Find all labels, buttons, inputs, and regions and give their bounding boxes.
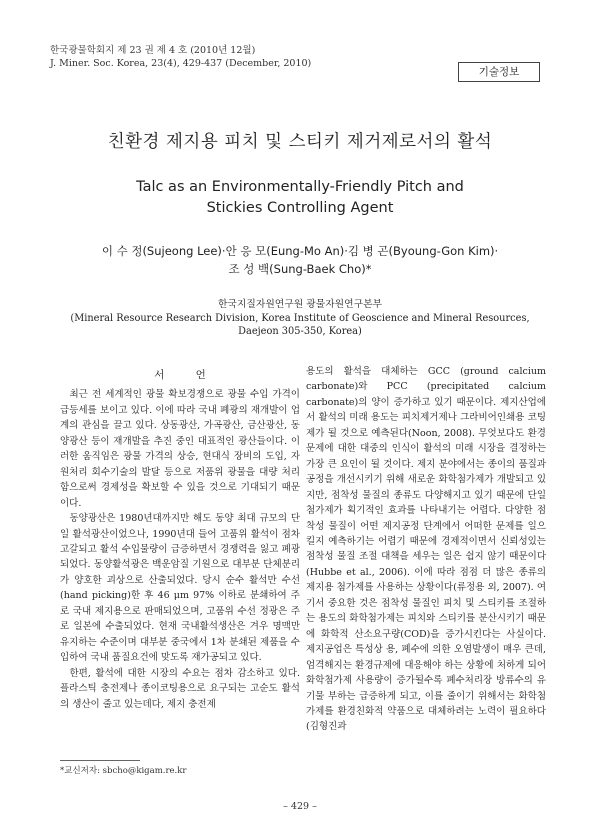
affiliation-korean: 한국지질자원연구원 광물자원연구본부 [218, 299, 382, 310]
body-paragraph: 한편, 활석에 대한 시장의 수요는 점차 감소하고 있다. 플라스틱 충전제나 종이코팅용으로 요구되는 고순도 활석의 생산이 줄고 있는데다, 제지 충전제 [60, 667, 300, 710]
section-heading-introduction: 서 언 [154, 369, 220, 381]
body-paragraph: 용도의 활석을 대체하는 GCC (ground calcium carbonate)와 PCC (precipitated calcium carbonate)의 양이 증가하고 있기 때문이다. 제지산업에서 활석의 미래 용도는 피치제거제나 그라비어인쇄용 코팅제가 될 것으로 예측된다(Noon, 2008). 무엇보다도 환경문제에 대한 대중의 인식이 활석의 미래 시장을 결정하는 가장 큰 요인이 될 것이다. 제지 분야에서는 종이의 품질과 공정을 개선시키기 위해 새로운 화학첨가제가 개발되고 있지만, 점착성 물질의 종류도 다양해지고 있기 때문에 단일 첨가제가 획기적인 효과를 나타내기는 어렵다. 다양한 점착성 물질이 어떤 제지공정 단계에서 어떠한 문제를 일으킬지 예측하기는 어렵기 때문에 경제적이면서 신뢰성있는 점착성 물질 조절 대책을 세우는 일은 쉽지 않기 때문이다(Hubbe et al., 2006). 이에 따라 점점 더 많은 종류의 제지용 첨가제를 사용하는 상황이다(류정용 외, 2007). 여기서 중요한 것은 점착성 물질인 피치 및 스티키를 조절하는 용도의 화학첨가제는 피치와 스티키를 분산시키기 때문에 화학적 산소요구량(COD)을 증가시킨다는 사실이다. 제지공업은 특성상 용, 폐수에 의한 오염발생이 매우 큰데, 엄격해지는 환경규제에 대응해야 하는 상황에 처하게 되어 화학첨가제 사용량이 증가될수록 폐수처리장 방류수의 유기물 부하는 급증하게 되고, 이를 줄이기 위해서는 화학첨가제를 환경친화적 약품으로 대체하려는 노력이 필요하다(김형진과 [306, 366, 546, 733]
title-english-line1: Talc as an Environmentally-Friendly Pitch and [136, 179, 464, 195]
body-paragraph: 최근 전 세계적인 광물 확보경쟁으로 광물 수입 가격이 급등세를 보이고 있다. 이에 따라 국내 폐광의 재개발이 업계의 관심을 끌고 있다. 상동광산, 가곡광산, 금산광산, 동양광산 등이 재개발을 추진 중인 대표적인 광산들이다. 이러한 움직임은 광물 가격의 상승, 현대식 장비의 도입, 자원처리 회수기술의 발달 등으로 저품위 광물을 대량 처리함으로써 경제성을 확보할 수 있을 것으로 기대되기 때문이다. [60, 389, 300, 509]
author-line2: 조 성 백(Sung-Baek Cho)* [228, 262, 372, 276]
footnote-divider [60, 760, 140, 761]
title-english [0, 177, 600, 219]
category-badge: 기술정보 [458, 62, 540, 82]
journal-citation-korean: 한국광물학회지 제 23 권 제 4 호 (2010년 12월) [50, 45, 256, 56]
body-paragraph: 동양광산은 1980년대까지만 해도 동양 최대 규모의 단일 활석광산이었으나, 1990년대 들어 고품위 활석이 점차 고갈되고 활석 수입물량이 급증하면서 경쟁력을 잃고 폐광되었다. 동양활석광은 백운암질 기원으로 대부분 단체분리가 양호한 괴상으로 산출되었다. 당시 순수 활석만 수선(hand picking)한 후 46 μm 97% 이하로 분쇄하여 주로 국내 제지용으로 판매되었으며, 고품위 수선 정광은 주로 일본에 수출되었다. 현재 국내활석생산은 겨우 명맥만 유지하는 수준이며 대부분 중국에서 1차 분쇄된 제품을 수입하여 국내 품질요건에 맞도록 재가공되고 있다. [60, 513, 300, 664]
corresponding-author-footnote: *교신저자: sbcho@kigam.re.kr [60, 766, 187, 776]
body-column-right [306, 364, 546, 735]
body-column-left [60, 368, 300, 712]
author-line1: 이 수 정(Sujeong Lee)·안 응 모(Eung-Mo An)·김 병 곤(Byoung-Gon Kim)· [101, 244, 499, 258]
title-korean: 친환경 제지용 피치 및 스티키 제거제로서의 활석 [107, 132, 493, 152]
affiliation [0, 298, 600, 339]
title-english-line2: Stickies Controlling Agent [206, 200, 394, 216]
page-number: – 429 – [283, 801, 317, 812]
journal-header [50, 44, 311, 70]
affiliation-english-line1: (Mineral Resource Research Division, Korea Institute of Geoscience and Mineral Resources, [70, 312, 530, 324]
author-list [0, 242, 600, 278]
affiliation-english-line2: Daejeon 305-350, Korea) [238, 326, 362, 337]
journal-citation-english: J. Miner. Soc. Korea, 23(4), 429-437 (December, 2010) [50, 58, 312, 69]
